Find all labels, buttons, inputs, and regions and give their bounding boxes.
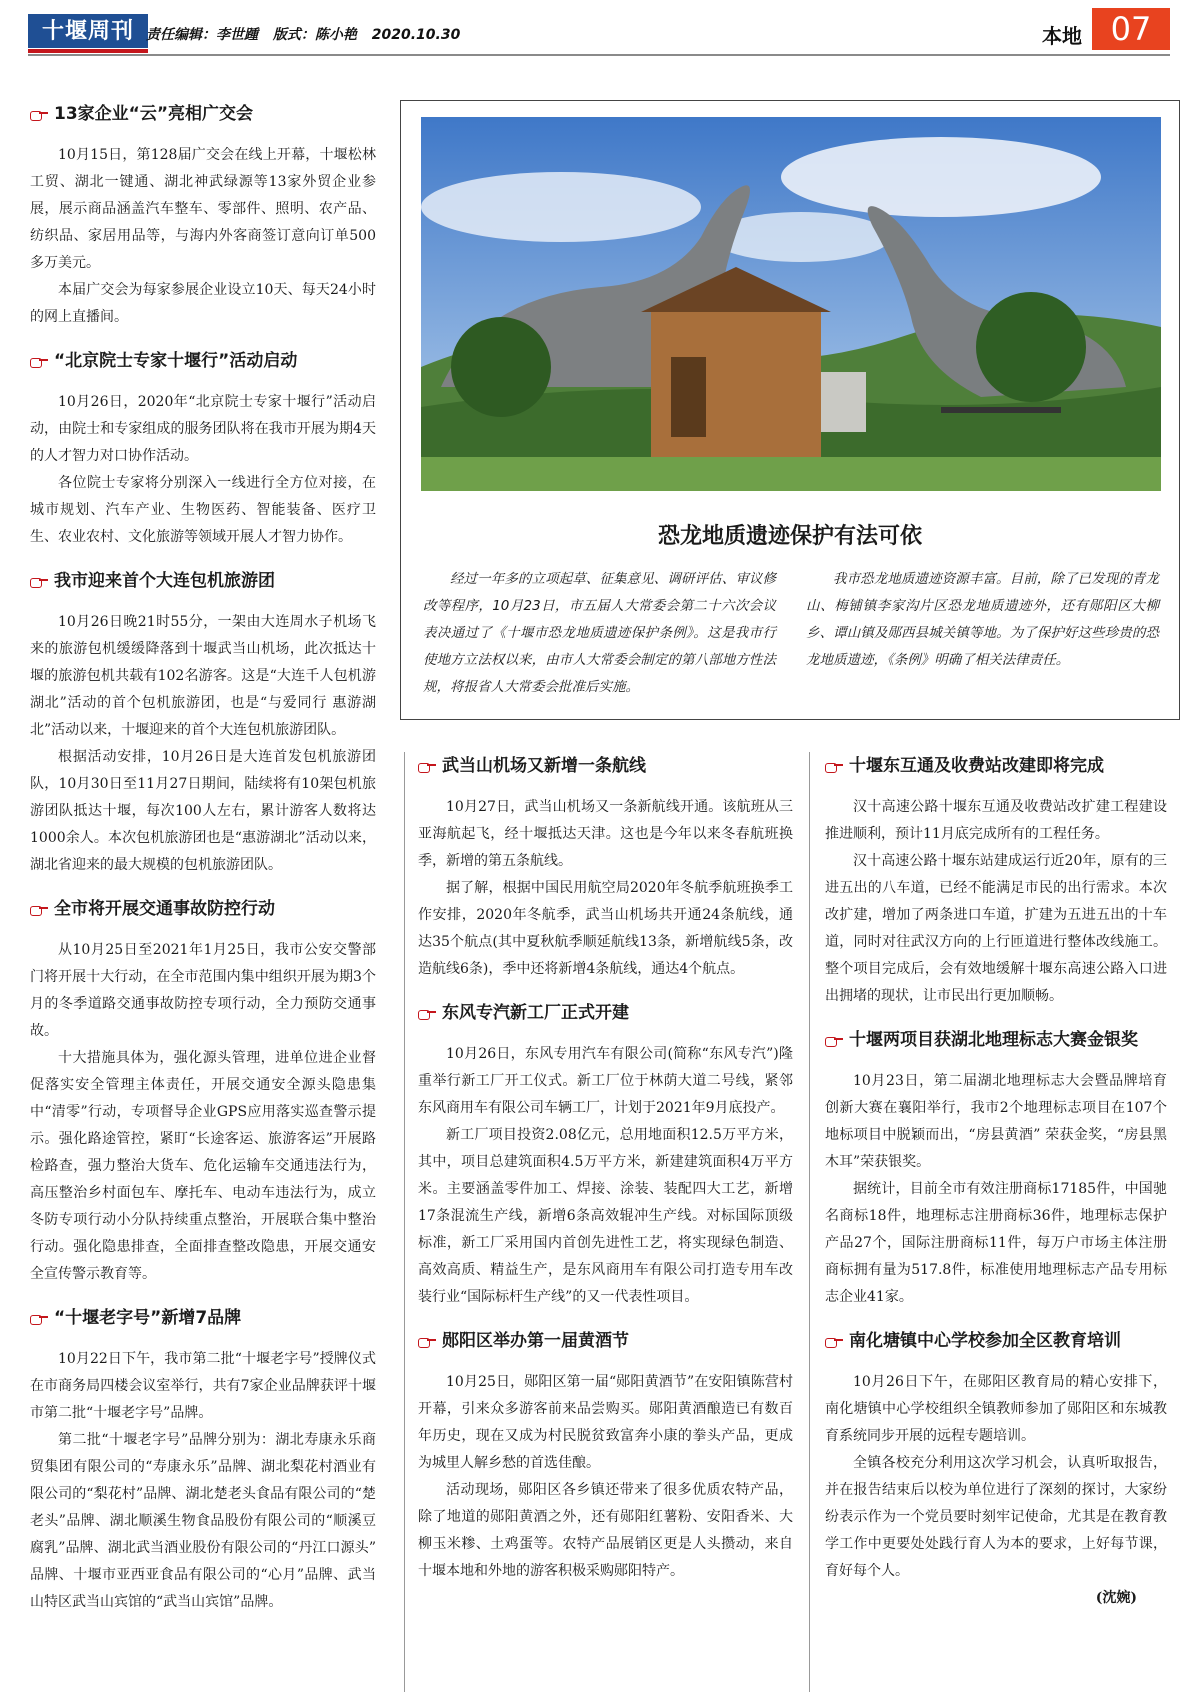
pointing-hand-icon — [418, 760, 436, 772]
article-paragraph: 10月26日晚21时55分，一架由大连周水子机场飞来的旅游包机缓缓降落到十堰武当山机场，此次抵达十堰的旅游包机共载有102名游客。这是“大连千人包机游湖北”活动的首个包机旅游团，也是“与爱同行 惠游湖北”活动以来，十堰迎来的首个大连包机旅游团队。 — [30, 614, 376, 738]
article-paragraph: 据了解，根据中国民用航空局2020年冬航季航班换季工作安排，2020年冬航季，武当山机场共开通24条航线，通达35个航点(其中夏秋航季顺延航线13条，新增航线5条，改造航线6条)，季中还将新增4条航线，通达4个航点。 — [418, 880, 793, 977]
pointing-hand-icon — [30, 108, 48, 120]
article-headline — [30, 895, 376, 923]
pointing-hand-icon — [825, 760, 843, 772]
editor-credit: 责任编辑：李世踵 — [146, 27, 258, 43]
headline-text: 全市将开展交通事故防控行动 — [54, 899, 275, 919]
news-article — [30, 1304, 376, 1616]
news-article — [30, 100, 376, 331]
article-paragraph: 全镇各校充分利用这次学习机会，认真听取报告，并在报告结束后以校为单位进行了深刻的探讨，大家纷纷表示作为一个党员要时刻牢记使命，尤其是在教育教学工作中更要处处践行育人为本的要求，上好每节课，育好每个人。 — [825, 1455, 1167, 1579]
article-headline — [30, 100, 376, 128]
layout-credit: 版式：陈小艳 — [272, 27, 357, 43]
header-rule — [28, 54, 1170, 56]
headline-text: “十堰老字号”新增7品牌 — [54, 1308, 242, 1328]
issue-date: 2020.10.30 — [371, 27, 461, 43]
headline-text: 郧阳区举办第一届黄酒节 — [442, 1331, 629, 1351]
news-article — [30, 567, 376, 879]
pointing-hand-icon — [418, 1335, 436, 1347]
article-headline — [825, 752, 1167, 780]
headline-text: 13家企业“云”亮相广交会 — [54, 104, 254, 124]
article-paragraph: 十大措施具体为，强化源头管理，进单位进企业督促落实安全管理主体责任，开展交通安全源头隐患集中“清零”行动，专项督导企业GPS应用落实巡查警示提示。强化路途管控，紧盯“长途客运、旅游客运”开展路检路查，强力整治大货车、危化运输车交通违法行为，高压整治乡村面包车、摩托车、电动车违法行为，成立冬防专项行动小分队持续重点整治，开展联合集中整治行动。强化隐患排查，全面排查整改隐患，开展交通安全宣传警示教育等。 — [30, 1050, 376, 1282]
headline-text: 武当山机场又新增一条航线 — [442, 756, 646, 776]
pointing-hand-icon — [30, 575, 48, 587]
article-headline — [418, 999, 793, 1027]
column-divider — [809, 752, 810, 1692]
news-article — [825, 752, 1167, 1010]
article-paragraph: 10月23日，第二届湖北地理标志大会暨品牌培育创新大赛在襄阳举行，我市2个地理标志项目在107个地标项目中脱颖而出，“房县黄酒” 荣获金奖，“房县黑木耳”荣获银奖。 — [825, 1073, 1167, 1170]
article-paragraph: 据统计，目前全市有效注册商标17185件，中国驰名商标18件，地理标志注册商标36件，地理标志保护产品27个，国际注册商标11件，每万户市场主体注册商标拥有量为517.8件，标准使用地理标志产品专用标志企业41家。 — [825, 1181, 1167, 1305]
feature-box — [400, 100, 1180, 720]
article-paragraph: 从10月25日至2021年1月25日，我市公安交警部门将开展十大行动，在全市范围内集中组织开展为期3个月的冬季道路交通事故防控专项行动，全力预防交通事故。 — [30, 942, 376, 1039]
article-paragraph: 汉十高速公路十堰东站建成运行近20年，原有的三进五出的八车道，已经不能满足市民的出行需求。本次改扩建，增加了两条进口车道，扩建为五进五出的十车道，同时对往武汉方向的上行匝道进行整体改线施工。整个项目完成后，会有效地缓解十堰东高速公路入口进出拥堵的现状，让市民出行更加顺畅。 — [825, 853, 1167, 1004]
article-headline — [418, 752, 793, 780]
photo-illustration — [421, 117, 1161, 491]
headline-text: 东风专汽新工厂正式开建 — [442, 1003, 629, 1023]
feature-paragraph: 我市恐龙地质遗迹资源丰富。目前，除了已发现的青龙山、梅铺镇李家沟片区恐龙地质遗迹外，还有郧阳区大柳乡、谭山镇及郧西县城关镇等地。为了保护好这些珍贵的恐龙地质遗迹，《条例》明确了相关法律责任。 — [806, 571, 1159, 668]
article-headline — [30, 347, 376, 375]
article-byline: (沈婉) — [1095, 1590, 1137, 1606]
news-article — [30, 347, 376, 551]
header-credits — [146, 24, 470, 44]
feature-title: 恐龙地质遗迹保护有法可依 — [657, 523, 922, 549]
article-headline — [30, 567, 376, 595]
article-paragraph: 10月26日，2020年“北京院士专家十堰行”活动启动，由院士和专家组成的服务团队将在我市开展为期4天的人才智力对口协作活动。 — [30, 394, 376, 464]
news-article — [30, 895, 376, 1288]
article-headline — [825, 1327, 1167, 1355]
article-paragraph: 10月15日，第128届广交会在线上开幕，十堰松林工贸、湖北一键通、湖北神武绿源等13家外贸企业参展，展示商品涵盖汽车整车、零部件、照明、农产品、纺织品、家居用品等，与海内外客商签订意向订单500多万美元。 — [30, 147, 376, 271]
page-number: 07 — [1092, 8, 1170, 50]
headline-text: 十堰东互通及收费站改建即将完成 — [849, 756, 1104, 776]
left-column — [30, 100, 376, 1632]
article-paragraph: 10月25日，郧阳区第一届“郧阳黄酒节”在安阳镇陈营村开幕，引来众多游客前来品尝购买。郧阳黄酒酿造已有数百年历史，现在又成为村民脱贫致富奔小康的拳头产品，更成为城里人解乡愁的首选佳酿。 — [418, 1374, 793, 1471]
dinosaur-park-photo — [421, 117, 1161, 491]
section-label: 本地 — [1042, 24, 1082, 48]
headline-text: 南化塘镇中心学校参加全区教育培训 — [849, 1331, 1121, 1351]
article-paragraph: 各位院士专家将分别深入一线进行全方位对接，在城市规划、汽车产业、生物医药、智能装备、医疗卫生、农业农村、文化旅游等领域开展人才智力协作。 — [30, 475, 376, 545]
feature-body — [423, 566, 1159, 701]
news-article — [418, 752, 793, 983]
page-header — [0, 0, 1200, 60]
headline-text: 我市迎来首个大连包机旅游团 — [54, 571, 275, 591]
article-paragraph: 活动现场，郧阳区各乡镇还带来了很多优质农特产品，除了地道的郧阳黄酒之外，还有郧阳红薯粉、安阳香米、大柳玉米糁、土鸡蛋等。农特产品展销区更是人头攒动，来自十堰本地和外地的游客积极采购郧阳特产。 — [418, 1482, 793, 1579]
pointing-hand-icon — [825, 1335, 843, 1347]
headline-text: “北京院士专家十堰行”活动启动 — [54, 351, 298, 371]
article-paragraph: 第二批“十堰老字号”品牌分别为：湖北寿康永乐商贸集团有限公司的“寿康永乐”品牌、湖北梨花村酒业有限公司的“梨花村”品牌、湖北楚老头食品有限公司的“楚老头”品牌、湖北顺溪生物食品股份有限公司的“顺溪豆腐乳”品牌、湖北武当酒业股份有限公司的“丹江口源头” 品牌、十堰市亚西亚食品有限公司的“心月”品牌、武当山特区武当山宾馆的“武当山宾馆”品牌。 — [30, 1432, 376, 1610]
article-headline — [825, 1026, 1167, 1054]
pointing-hand-icon — [418, 1007, 436, 1019]
news-article — [418, 1327, 793, 1585]
article-paragraph: 10月27日，武当山机场又一条新航线开通。该航班从三亚海航起飞，经十堰抵达天津。这也是今年以来冬春航班换季，新增的第五条航线。 — [418, 799, 793, 869]
middle-column — [418, 752, 793, 1601]
article-paragraph: 新工厂项目投资2.08亿元，总用地面积12.5万平方米，其中，项目总建筑面积4.5万平方米，新建建筑面积4万平方米。主要涵盖零件加工、焊接、涂装、装配四大工艺，新增17条混流生产线，新增6条高效辊冲生产线。对标国际顶级标准，新工厂采用国内首创先进性工艺，将实现绿色制造、高效高质、精益生产，是东风商用车有限公司打造专用车改装行业“国际标杆生产线”的又一代表性项目。 — [418, 1127, 793, 1305]
article-headline — [418, 1327, 793, 1355]
headline-text: 十堰两项目获湖北地理标志大赛金银奖 — [849, 1030, 1138, 1050]
right-column — [825, 752, 1167, 1628]
article-paragraph: 本届广交会为每家参展企业设立10天、每天24小时的网上直播间。 — [30, 282, 376, 325]
pointing-hand-icon — [30, 355, 48, 367]
pointing-hand-icon — [30, 1312, 48, 1324]
article-paragraph: 10月22日下午，我市第二批“十堰老字号”授牌仪式在市商务局四楼会议室举行，共有7家企业品牌获评十堰市第二批“十堰老字号”品牌。 — [30, 1351, 376, 1421]
article-paragraph: 根据活动安排，10月26日是大连首发包机旅游团队，10月30日至11月27日期间，陆续将有10架包机旅游团队抵达十堰，每次100人左右，累计游客人数将达1000余人。本次包机旅游团也是“惠游湖北”活动以来，湖北省迎来的最大规模的包机旅游团队。 — [30, 749, 376, 873]
news-article — [825, 1026, 1167, 1311]
pointing-hand-icon — [825, 1034, 843, 1046]
feature-paragraph: 经过一年多的立项起草、征集意见、调研评估、审议修改等程序，10月23日，市五届人大常委会第二十六次会议表决通过了《十堰市恐龙地质遗迹保护条例》。这是我市行使地方立法权以来，由市人大常委会制定的第八部地方性法规，将报省人大常委会批准后实施。 — [423, 571, 776, 695]
news-article — [418, 999, 793, 1311]
article-headline — [30, 1304, 376, 1332]
column-divider — [404, 752, 405, 1692]
article-paragraph: 10月26日下午，在郧阳区教育局的精心安排下，南化塘镇中心学校组织全镇教师参加了郧阳区和东城教育系统同步开展的远程专题培训。 — [825, 1374, 1167, 1444]
article-paragraph: 10月26日，东风专用汽车有限公司(简称“东风专汽”)隆重举行新工厂开工仪式。新工厂位于林荫大道二号线，紧邻东风商用车有限公司车辆工厂，计划于2021年9月底投产。 — [418, 1046, 793, 1116]
masthead-logo: 十堰周刊 — [28, 14, 148, 48]
article-paragraph: 汉十高速公路十堰东互通及收费站改扩建工程建设推进顺利，预计11月底完成所有的工程任务。 — [825, 799, 1167, 842]
news-article — [825, 1327, 1167, 1612]
pointing-hand-icon — [30, 903, 48, 915]
